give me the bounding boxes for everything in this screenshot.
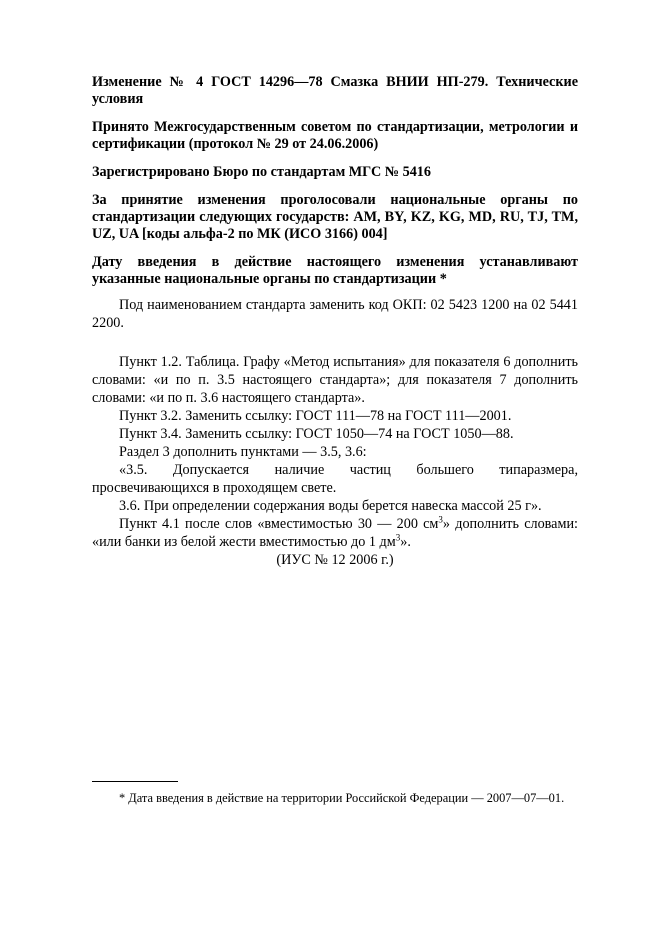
section-3-paragraph: Раздел 3 дополнить пунктами — 3.5, 3.6:: [119, 444, 367, 460]
clause-3-2-paragraph: Пункт 3.2. Заменить ссылку: ГОСТ 111—78 на ГОСТ 111—2001.: [119, 408, 512, 424]
clause-4-1-paragraph: [92, 515, 578, 551]
clause-3-5-paragraph: «3.5. Допускается наличие частиц большего типаразмера, просвечивающихся в проходящем свете.: [92, 462, 578, 496]
amendment-title: Изменение № 4 ГОСТ 14296—78 Смазка ВНИИ НП-279. Технические условия: [92, 74, 578, 107]
voting-states: За принятие изменения проголосовали национальные органы по стандартизации следующих государств: AM, BY, KZ, KG, MD, RU, TJ, TM, UZ, UA [коды альфа-2 по МК (ИСО 3166) 004]: [92, 192, 578, 242]
superscript-3: 3: [395, 532, 401, 543]
clause-4-1-text-b: » дополнить словами: «или банки из белой жести вместимостью до 1 дм: [92, 516, 578, 550]
effective-date-note: Дату введения в действие настоящего изменения устанавливают указанные национальные органы по стандартизации *: [92, 254, 578, 287]
registration-info: Зарегистрировано Бюро по стандартам МГС № 5416: [92, 164, 431, 180]
footnote: * Дата введения в действие на территории Российской Федерации — 2007—07—01.: [119, 791, 565, 805]
footnote-divider: [92, 781, 178, 782]
clause-1-2-paragraph: Пункт 1.2. Таблица. Графу «Метод испытания» для показателя 6 дополнить словами: «и по п. 3.5 настоящего стандарта»; для показателя 7 дополнить словами: «и по п. 3.6 настоящего стандарта».: [92, 354, 578, 406]
superscript-3: 3: [438, 514, 443, 525]
adopted-by: Принято Межгосударственным советом по стандартизации, метрологии и сертификации (протокол № 29 от 24.06.2006): [92, 119, 578, 152]
source-reference: (ИУС № 12 2006 г.): [276, 552, 394, 568]
document-page: [92, 74, 578, 569]
clause-3-6-paragraph: 3.6. При определении содержания воды берется навеска массой 25 г».: [119, 498, 542, 514]
clause-4-1-text-c: ».: [400, 534, 411, 550]
amendment-body: [92, 296, 578, 569]
okp-code-paragraph: Под наименованием стандарта заменить код ОКП: 02 5423 1200 на 02 5441 2200.: [92, 297, 578, 331]
clause-4-1-text-a: Пункт 4.1 после слов «вместимостью 30 — 200 см: [119, 516, 439, 532]
clause-3-4-paragraph: Пункт 3.4. Заменить ссылку: ГОСТ 1050—74 на ГОСТ 1050—88.: [119, 426, 514, 442]
